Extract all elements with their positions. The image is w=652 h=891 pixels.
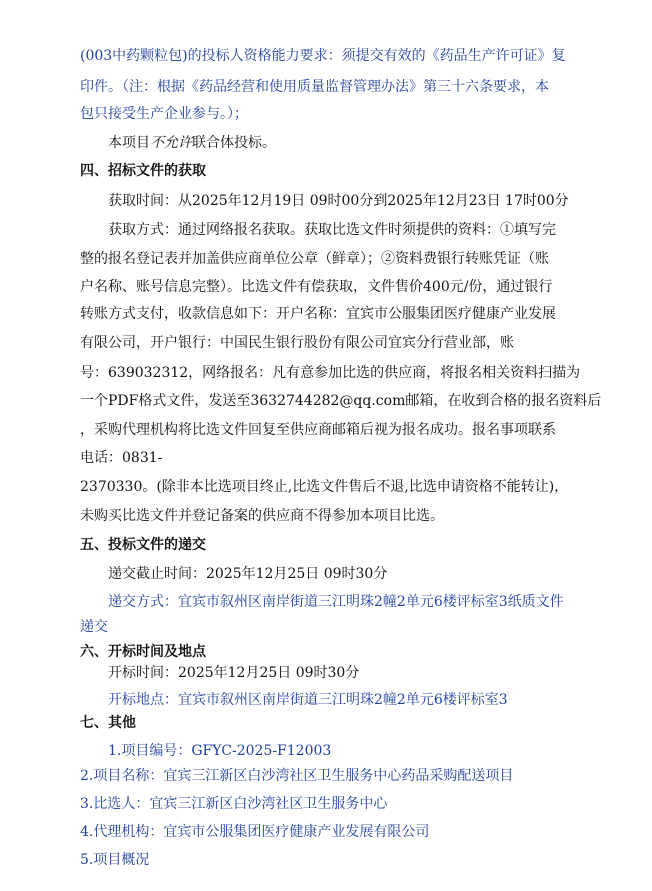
text-line: 整的报名登记表并加盖供应商单位公章（鲜章）；②资料费银行转账凭证（账 (80, 251, 549, 267)
text-line: 包只接受生产企业参与。）； (80, 106, 248, 122)
text-line: 3.比选人：宜宾三江新区白沙湾社区卫生服务中心 (80, 796, 388, 812)
text-run: 本项目 (108, 135, 150, 151)
text-line: 获取时间：从2025年12月19日 09时00分到2025年12月23日 17时00分 (108, 193, 569, 209)
section-heading: 六、开标时间及地点 (80, 644, 206, 660)
text-line: 1.项目编号：GFYC-2025-F12003 (108, 743, 332, 759)
text-line: 递交截止时间：2025年12月25日 09时30分 (108, 566, 388, 582)
text-line: ，采购代理机构将比选文件回复至供应商邮箱后视为报名成功。报名事项联系 (80, 422, 556, 438)
section-heading: 七、其他 (80, 715, 136, 731)
text-line: 4.代理机构：宜宾市公服集团医疗健康产业发展有限公司 (80, 824, 430, 840)
text-line: 未购买比选文件并登记备案的供应商不得参加本项目比选。 (80, 508, 444, 524)
section-heading: 四、招标文件的获取 (80, 163, 206, 179)
text-line: 2.项目名称：宜宾三江新区白沙湾社区卫生服务中心药品采购配送项目 (80, 768, 514, 784)
emphasis-text: 不允许 (150, 135, 192, 151)
text-line: 开标时间：2025年12月25日 09时30分 (108, 665, 360, 681)
text-run: 联合体投标。 (192, 135, 276, 151)
text-line: 印件。（注：根据《药品经营和使用质量监督管理办法》第三十六条要求，本 (80, 79, 549, 95)
text-line: 户名称、账号信息完整）。比选文件有偿获取，文件售价400元/份，通过银行 (80, 279, 553, 295)
text-line: 递交 (80, 619, 108, 635)
text-line: 递交方式：宜宾市叙州区南岸街道三江明珠2幢2单元6楼评标室3纸质文件 (108, 594, 564, 610)
text-line: 2370330。(除非本比选项目终止,比选文件售后不退,比选申请资格不能转让)， (80, 479, 569, 495)
section-heading: 五、投标文件的递交 (80, 537, 206, 553)
text-line: 转账方式支付，收款信息如下：开户名称：宜宾市公服集团医疗健康产业发展 (80, 306, 556, 322)
text-line: 5.项目概况 (80, 852, 150, 868)
text-line: 一个PDF格式文件，发送至3632744282@qq.com邮箱，在收到合格的报名资料后 (80, 393, 602, 409)
consortium-line (108, 133, 276, 153)
text-line: 号：639032312，网络报名：凡有意参加比选的供应商，将报名相关资料扫描为 (80, 365, 581, 381)
text-line: (003中药颗粒包)的投标人资格能力要求：须提交有效的《药品生产许可证》复 (80, 48, 566, 64)
text-line: 开标地点：宜宾市叙州区南岸街道三江明珠2幢2单元6楼评标室3 (108, 692, 508, 708)
text-line: 获取方式：通过网络报名获取。获取比选文件时须提供的资料：①填写完 (108, 222, 556, 238)
text-line: 有限公司，开户银行：中国民生银行股份有限公司宜宾分行营业部，账 (80, 335, 514, 351)
text-line: 电话：0831- (80, 450, 163, 466)
